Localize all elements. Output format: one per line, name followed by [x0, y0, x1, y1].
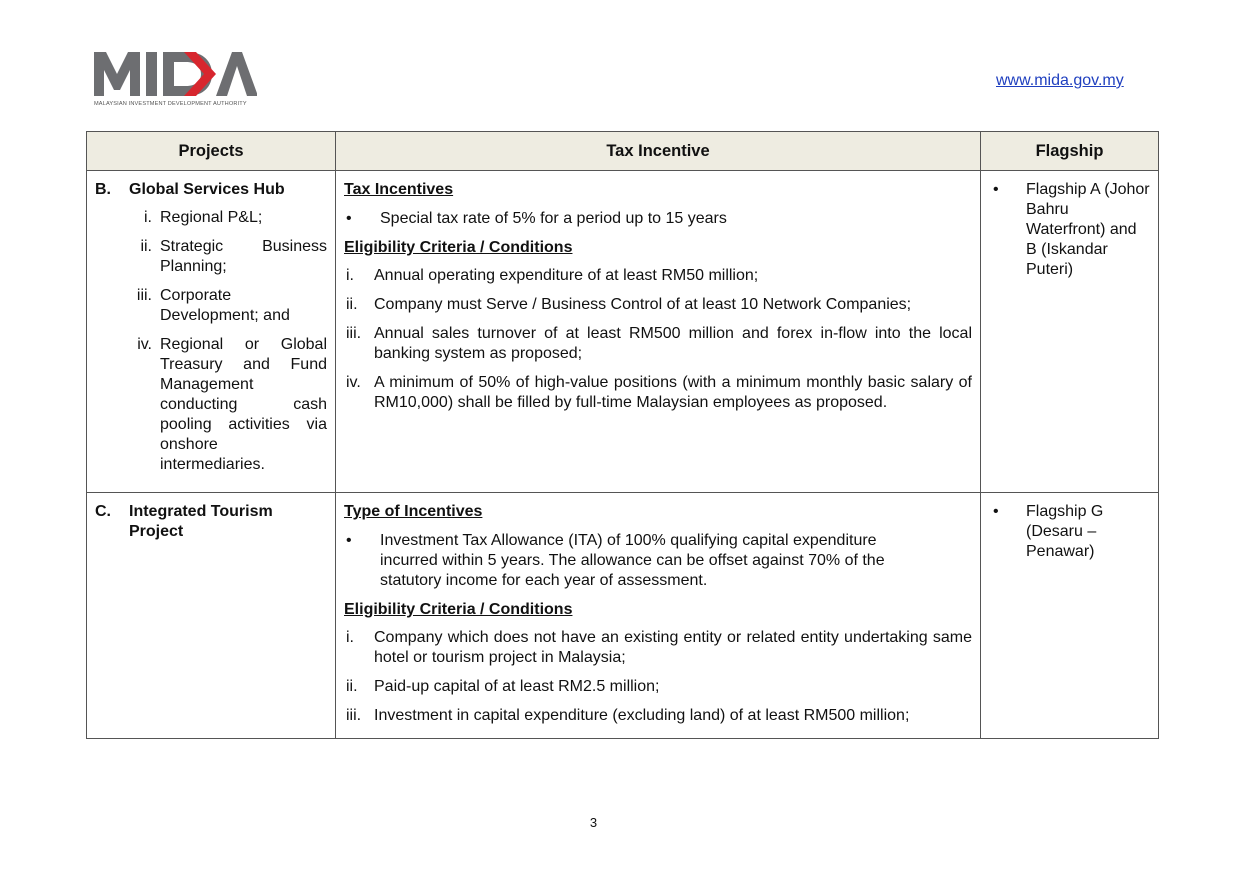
- list-item: iv. Regional or Global Treasury and Fund Management conducting cash pooling activities via onshore intermediaries.: [137, 336, 327, 473]
- header-tax-incentive: Tax Incentive: [336, 132, 981, 171]
- criteria-heading: Eligibility Criteria / Conditions: [344, 601, 573, 618]
- mida-logo: [92, 48, 257, 112]
- incentive-heading: Tax Incentives: [344, 181, 454, 198]
- project-title: Global Services Hub: [129, 181, 285, 198]
- flagship-bullet: • Flagship A (Johor Bahru Waterfront) and B (Iskandar Puteri): [993, 181, 1150, 278]
- incentive-bullet: • Investment Tax Allowance (ITA) of 100% qualifying capital expenditure incurred within 5 years. The allowance can be offset against 70% of the statutory income for each year of assessment.: [346, 532, 885, 589]
- list-item: iii. Investment in capital expenditure (excluding land) of at least RM500 million;: [346, 707, 910, 724]
- project-cell: [87, 493, 336, 739]
- list-item: ii. Strategic Business Planning;: [140, 238, 327, 275]
- table-header-row: [87, 132, 1159, 171]
- list-item: i. Company which does not have an existing entity or related entity undertaking same hotel or tourism project in Malaysia;: [346, 629, 972, 666]
- logo-tagline: MALAYSIAN INVESTMENT DEVELOPMENT AUTHORITY: [94, 101, 247, 107]
- list-item: iv. A minimum of 50% of high-value positions (with a minimum monthly basic salary of RM10,000) shall be filled by full-time Malaysian employees as proposed.: [346, 374, 972, 411]
- list-item: ii. Paid-up capital of at least RM2.5 million;: [346, 678, 660, 695]
- flagship-bullet: • Flagship G (Desaru – Penawar): [993, 503, 1104, 560]
- project-title: Integrated Tourism Project: [129, 503, 273, 540]
- list-item: ii. Company must Serve / Business Control of at least 10 Network Companies;: [346, 296, 912, 313]
- incentive-table: [86, 131, 1159, 739]
- incentive-bullet: • Special tax rate of 5% for a period up to 15 years: [346, 210, 727, 227]
- criteria-list: [344, 628, 972, 726]
- list-item: iii. Corporate Development; and: [136, 287, 290, 324]
- project-letter: B.: [95, 181, 111, 198]
- mida-logo-mark: [92, 48, 257, 100]
- table-row-global-services-hub: [87, 171, 1159, 493]
- project-item-list: [95, 208, 327, 475]
- list-item: iii. Annual sales turnover of at least RM500 million and forex in-flow into the local banking system as proposed;: [346, 325, 972, 362]
- project-cell: [87, 171, 336, 493]
- project-letter: C.: [95, 503, 111, 520]
- flagship-cell: [981, 493, 1159, 739]
- flagship-cell: [981, 171, 1159, 493]
- header-flagship: Flagship: [981, 132, 1159, 171]
- tax-incentive-cell: [336, 171, 981, 493]
- criteria-list: [344, 266, 972, 413]
- website-link[interactable]: www.mida.gov.my: [996, 72, 1124, 89]
- table-row-integrated-tourism: [87, 493, 1159, 739]
- list-item: i. Regional P&L;: [144, 209, 263, 226]
- page-number: 3: [589, 815, 598, 830]
- list-item: i. Annual operating expenditure of at least RM50 million;: [346, 267, 759, 284]
- header-projects: Projects: [87, 132, 336, 171]
- criteria-heading: Eligibility Criteria / Conditions: [344, 239, 573, 256]
- incentive-heading: Type of Incentives: [344, 503, 483, 520]
- tax-incentive-cell: [336, 493, 981, 739]
